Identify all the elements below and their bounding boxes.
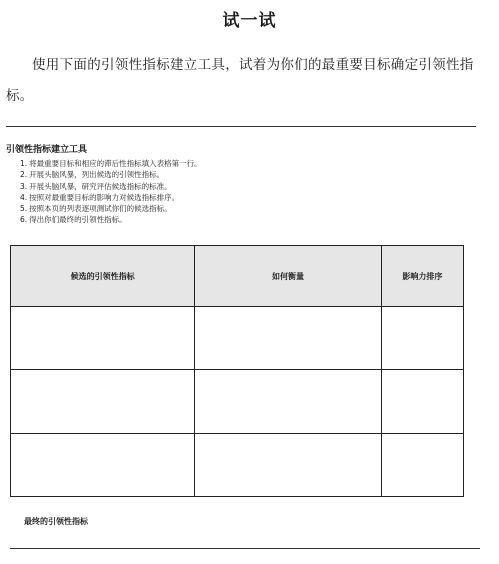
table-cell[interactable] — [11, 307, 195, 370]
step-item: 3. 开展头脑风暴，研究评估候选指标的标准。 — [20, 181, 172, 191]
step-item: 1. 将最重要目标和相应的滞后性指标填入表格第一行。 — [20, 159, 202, 168]
steps-list — [6, 158, 486, 226]
header-candidate-measures: 候选的引领性指标 — [11, 246, 195, 307]
table-cell[interactable] — [11, 433, 195, 496]
table-cell[interactable] — [195, 433, 381, 496]
intro-paragraph: 使用下面的引领性指标建立工具，试着为你们的最重要目标确定引领性指标。 — [6, 57, 474, 104]
table-row — [11, 307, 464, 370]
header-impact-ranking: 影响力排序 — [381, 246, 463, 307]
header-how-to-measure: 如何衡量 — [195, 246, 381, 307]
table-cell[interactable] — [381, 370, 463, 433]
step-item: 2. 开展头脑风暴，列出候选的引领性指标。 — [20, 170, 165, 180]
step-item: 4. 按照对最重要目标的影响力对候选指标排序。 — [20, 192, 180, 202]
table-cell[interactable] — [381, 433, 463, 496]
step-item: 6. 得出你们最终的引领性指标。 — [20, 215, 127, 225]
table-row — [11, 370, 464, 433]
final-measure-line[interactable] — [10, 548, 480, 549]
lead-measure-table — [10, 245, 464, 497]
section-divider — [6, 126, 476, 127]
tool-section — [6, 142, 486, 226]
table-header-row — [11, 246, 464, 307]
table-cell[interactable] — [11, 370, 195, 433]
page-title: 试一试 — [222, 11, 277, 31]
step-item: 5. 按照本页的列表逐项测试你们的候选指标。 — [20, 204, 172, 214]
table-cell[interactable] — [381, 307, 463, 370]
table-cell[interactable] — [195, 307, 381, 370]
table-cell[interactable] — [195, 370, 381, 433]
tool-heading: 引领性指标建立工具 — [6, 145, 88, 155]
final-measure-label: 最终的引领性指标 — [24, 517, 88, 526]
table-row — [11, 433, 464, 496]
